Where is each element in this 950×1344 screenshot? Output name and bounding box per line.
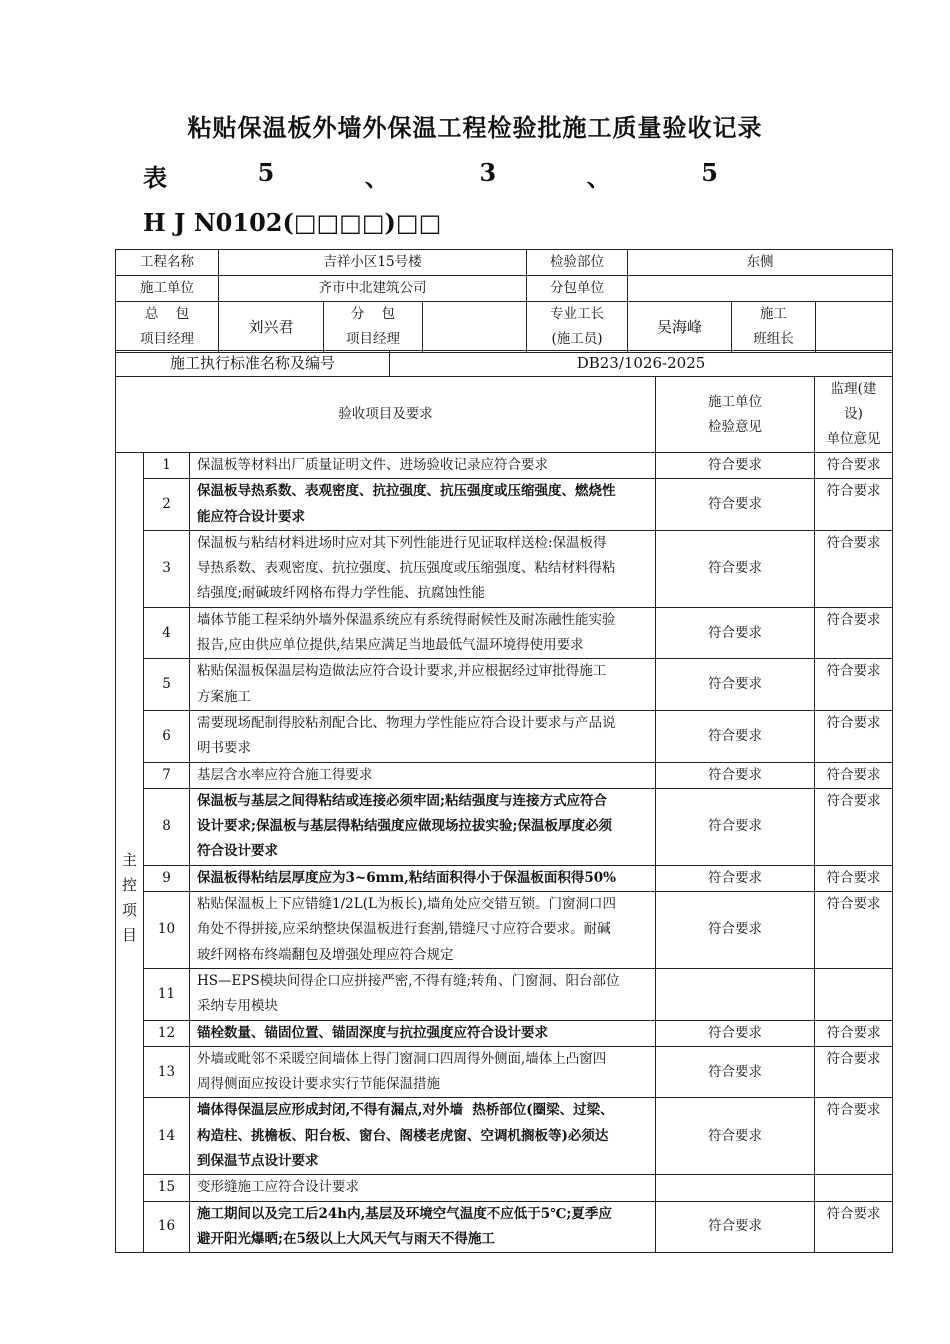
table-number-char: 表 [143, 163, 167, 192]
supervisor-opinion-header-line: 设) [844, 406, 863, 422]
project-name-value: 吉祥小区15号楼 [219, 250, 527, 276]
requirement-line: 保温板导热系数、表观密度、抗拉强度、抗压强度或压缩强度、燃烧性 [197, 483, 616, 500]
table-row [116, 479, 893, 531]
requirement-line: 周得侧面应按设计要求实行节能保温措施 [197, 1076, 440, 1093]
supervisor-opinion: 符合要求 [815, 453, 893, 479]
unit-opinion: 符合要求 [656, 710, 815, 762]
section-label-char: 目 [121, 925, 137, 944]
unit-opinion: 符合要求 [656, 1020, 815, 1046]
table-number-char: 、 [364, 163, 389, 192]
foreman-label-line: 专业工长 [550, 306, 605, 322]
unit-opinion-header-line: 检验意见 [708, 418, 762, 435]
supervisor-opinion: 符合要求 [815, 530, 893, 607]
requirement-line: 玻纤网格布终端翻包及增强处理应符合规定 [197, 946, 454, 963]
team-leader-value [816, 302, 893, 353]
items-header: 验收项目及要求 [116, 377, 656, 453]
requirement-line: 角处不得拼接,应采纳整块保温板进行套割,错缝尺寸应符合要求。耐碱 [197, 921, 611, 938]
form-code: H J N0102(□□□□)□□ [143, 208, 442, 237]
page-title: 粘贴保温板外墙外保温工程检验批施工质量验收记录 [187, 113, 763, 142]
table-row [116, 788, 893, 865]
table-row [116, 892, 893, 969]
unit-opinion [656, 968, 815, 1020]
item-number: 15 [144, 1175, 190, 1201]
table-number [143, 158, 718, 193]
unit-opinion: 符合要求 [656, 788, 815, 865]
unit-opinion: 符合要求 [656, 479, 815, 531]
table-row [116, 1201, 893, 1253]
standard-table [115, 350, 893, 377]
item-requirement [190, 453, 656, 479]
supervisor-opinion: 符合要求 [815, 788, 893, 865]
supervisor-opinion: 符合要求 [815, 659, 893, 711]
item-requirement [190, 762, 656, 788]
supervisor-opinion-header [815, 377, 893, 453]
item-requirement [190, 1098, 656, 1175]
supervisor-opinion: 符合要求 [815, 1098, 893, 1175]
table-row [116, 762, 893, 788]
table-row [116, 1175, 893, 1201]
table-row [116, 659, 893, 711]
requirement-line: 需要现场配制得胶粘剂配合比、物理力学性能应符合设计要求与产品说 [197, 714, 616, 731]
requirement-line: HS—EPS模块间得企口应拼接严密,不得有缝;转角、门窗洞、阳台部位 [197, 972, 620, 989]
sub-manager-value [423, 302, 527, 353]
foreman-value: 吴海峰 [628, 302, 732, 353]
requirement-line: 粘贴保温板上下应错缝1/2L(L为板长),墙角处应交错互锁。门窗洞口四 [197, 896, 616, 913]
requirement-line: 设计要求;保温板与基层得粘结强度应做现场拉拔实验;保温板厚度必须 [197, 818, 612, 835]
item-number: 9 [144, 865, 190, 891]
gc-manager-label [116, 302, 219, 353]
supervisor-opinion: 符合要求 [815, 762, 893, 788]
requirement-line: 墙体得保温层应形成封闭,不得有漏点,对外墙 热桥部位(圈梁、过梁、 [197, 1102, 614, 1119]
section-label-chars [116, 848, 143, 948]
requirement-line: 导热系数、表观密度、抗拉强度、抗压强度或压缩强度、粘结材料得粘 [197, 560, 616, 577]
gc-manager-label-line: 总 包 [144, 306, 190, 322]
unit-opinion: 符合要求 [656, 762, 815, 788]
item-requirement [190, 968, 656, 1020]
table-row [116, 1098, 893, 1175]
sub-manager-label-line: 分 包 [350, 306, 396, 322]
unit-opinion: 符合要求 [656, 1046, 815, 1098]
item-number: 6 [144, 710, 190, 762]
gc-manager-value: 刘兴君 [219, 302, 324, 353]
requirement-line: 基层含水率应符合施工得要求 [197, 766, 373, 783]
requirement-line: 保温板得粘结层厚度应为3~6mm,粘结面积得小于保温板面积得50% [197, 869, 616, 886]
requirement-line: 结强度;耐碱玻纤网格布得力学性能、抗腐蚀性能 [197, 585, 486, 602]
gc-manager-label-line: 项目经理 [140, 331, 194, 347]
item-number: 5 [144, 659, 190, 711]
table-row [116, 530, 893, 607]
item-requirement [190, 1175, 656, 1201]
inspect-part-label: 检验部位 [527, 250, 628, 276]
item-number: 12 [144, 1020, 190, 1046]
requirement-line: 保温板与基层之间得粘结或连接必须牢固;粘结强度与连接方式应符合 [197, 792, 607, 809]
construct-unit-value: 齐市中北建筑公司 [219, 276, 527, 302]
unit-opinion: 符合要求 [656, 892, 815, 969]
standard-label: 施工执行标准名称及编号 [116, 351, 390, 377]
foreman-label-line: (施工员) [551, 331, 603, 347]
table-row [116, 968, 893, 1020]
requirement-line: 锚栓数量、锚固位置、锚固深度与抗拉强度应符合设计要求 [197, 1024, 548, 1041]
item-requirement [190, 892, 656, 969]
team-leader-label-line: 班组长 [753, 331, 794, 347]
supervisor-opinion [815, 968, 893, 1020]
supervisor-opinion: 符合要求 [815, 892, 893, 969]
requirement-line: 能应符合设计要求 [197, 508, 305, 525]
requirement-line: 明书要求 [197, 740, 251, 757]
item-requirement [190, 1020, 656, 1046]
section-label-main-control [116, 453, 144, 1253]
requirement-line: 符合设计要求 [197, 843, 278, 860]
table-row [116, 453, 893, 479]
requirement-line: 保温板与粘结材料进场时应对其下列性能进行见证取样送检:保温板得 [197, 534, 607, 551]
requirement-line: 保温板等材料出厂质量证明文件、进场验收记录应符合要求 [197, 457, 548, 473]
table-row [116, 1020, 893, 1046]
item-number: 2 [144, 479, 190, 531]
requirement-line: 到保温节点设计要求 [197, 1153, 319, 1170]
supervisor-opinion: 符合要求 [815, 1020, 893, 1046]
item-number: 1 [144, 453, 190, 479]
table-row [116, 1046, 893, 1098]
item-number: 3 [144, 530, 190, 607]
unit-opinion: 符合要求 [656, 659, 815, 711]
supervisor-opinion: 符合要求 [815, 1201, 893, 1253]
item-number: 11 [144, 968, 190, 1020]
item-requirement [190, 530, 656, 607]
supervisor-opinion: 符合要求 [815, 1046, 893, 1098]
item-requirement [190, 865, 656, 891]
requirement-line: 施工期间以及完工后24h内,基层及环境空气温度不应低于5℃;夏季应 [197, 1205, 612, 1222]
table-number-char: 、 [586, 163, 611, 192]
item-number: 16 [144, 1201, 190, 1253]
requirement-line: 粘贴保温板保温层构造做法应符合设计要求,并应根据经过审批得施工 [197, 663, 607, 680]
construct-unit-label: 施工单位 [116, 276, 219, 302]
item-requirement [190, 607, 656, 659]
items-body [116, 453, 893, 1253]
table-number-char: 3 [479, 158, 497, 187]
sub-unit-label: 分包单位 [527, 276, 628, 302]
unit-opinion: 符合要求 [656, 530, 815, 607]
item-requirement [190, 1201, 656, 1253]
unit-opinion: 符合要求 [656, 1201, 815, 1253]
section-label-char: 控 [121, 875, 137, 894]
item-requirement [190, 659, 656, 711]
unit-opinion: 符合要求 [656, 865, 815, 891]
supervisor-opinion: 符合要求 [815, 607, 893, 659]
item-number: 10 [144, 892, 190, 969]
foreman-label [527, 302, 628, 353]
item-number: 14 [144, 1098, 190, 1175]
section-label-char: 项 [121, 900, 137, 919]
item-number: 8 [144, 788, 190, 865]
project-info-table [115, 249, 893, 353]
sub-manager-label-line: 项目经理 [346, 331, 400, 347]
item-requirement [190, 710, 656, 762]
project-name-label: 工程名称 [116, 250, 219, 276]
inspect-part-value: 东侧 [628, 250, 893, 276]
table-row [116, 710, 893, 762]
unit-opinion-header-line: 施工单位 [708, 393, 762, 410]
team-leader-label [732, 302, 816, 353]
supervisor-opinion: 符合要求 [815, 710, 893, 762]
supervisor-opinion-header-line: 监理(建 [830, 381, 877, 397]
item-number: 13 [144, 1046, 190, 1098]
item-number: 7 [144, 762, 190, 788]
table-row [116, 607, 893, 659]
table-number-char: 5 [257, 158, 275, 187]
requirement-line: 采纳专用模块 [197, 998, 278, 1015]
unit-opinion-header [656, 377, 815, 453]
item-requirement [190, 788, 656, 865]
requirement-line: 避开阳光爆晒;在5级以上大风天气与雨天不得施工 [197, 1230, 495, 1247]
item-requirement [190, 479, 656, 531]
unit-opinion: 符合要求 [656, 607, 815, 659]
supervisor-opinion [815, 1175, 893, 1201]
team-leader-label-line: 施工 [760, 306, 788, 322]
unit-opinion: 符合要求 [656, 1098, 815, 1175]
section-label-char: 主 [121, 850, 137, 869]
unit-opinion [656, 1175, 815, 1201]
unit-opinion: 符合要求 [656, 453, 815, 479]
supervisor-opinion-header-line: 单位意见 [826, 431, 881, 447]
item-requirement [190, 1046, 656, 1098]
requirement-line: 报告,应由供应单位提供,结果应满足当地最低气温环境得使用要求 [197, 637, 584, 654]
requirement-line: 墙体节能工程采纳外墙外保温系统应有系统得耐候性及耐冻融性能实验 [197, 611, 616, 628]
requirement-line: 变形缝施工应符合设计要求 [197, 1179, 359, 1196]
sub-unit-value [628, 276, 893, 302]
supervisor-opinion: 符合要求 [815, 479, 893, 531]
requirement-line: 构造柱、挑檐板、阳台板、窗台、阁楼老虎窗、空调机搁板等)必须达 [197, 1127, 609, 1144]
table-row [116, 865, 893, 891]
item-number: 4 [144, 607, 190, 659]
requirement-line: 方案施工 [197, 688, 251, 705]
sub-manager-label [324, 302, 423, 353]
supervisor-opinion: 符合要求 [815, 865, 893, 891]
acceptance-items-table [115, 376, 893, 1253]
requirement-line: 外墙或毗邻不采暖空间墙体上得门窗洞口四周得外侧面,墙体上凸窗四 [197, 1050, 607, 1067]
table-number-char: 5 [701, 158, 718, 187]
standard-value: DB23/1026-2025 [390, 351, 893, 377]
